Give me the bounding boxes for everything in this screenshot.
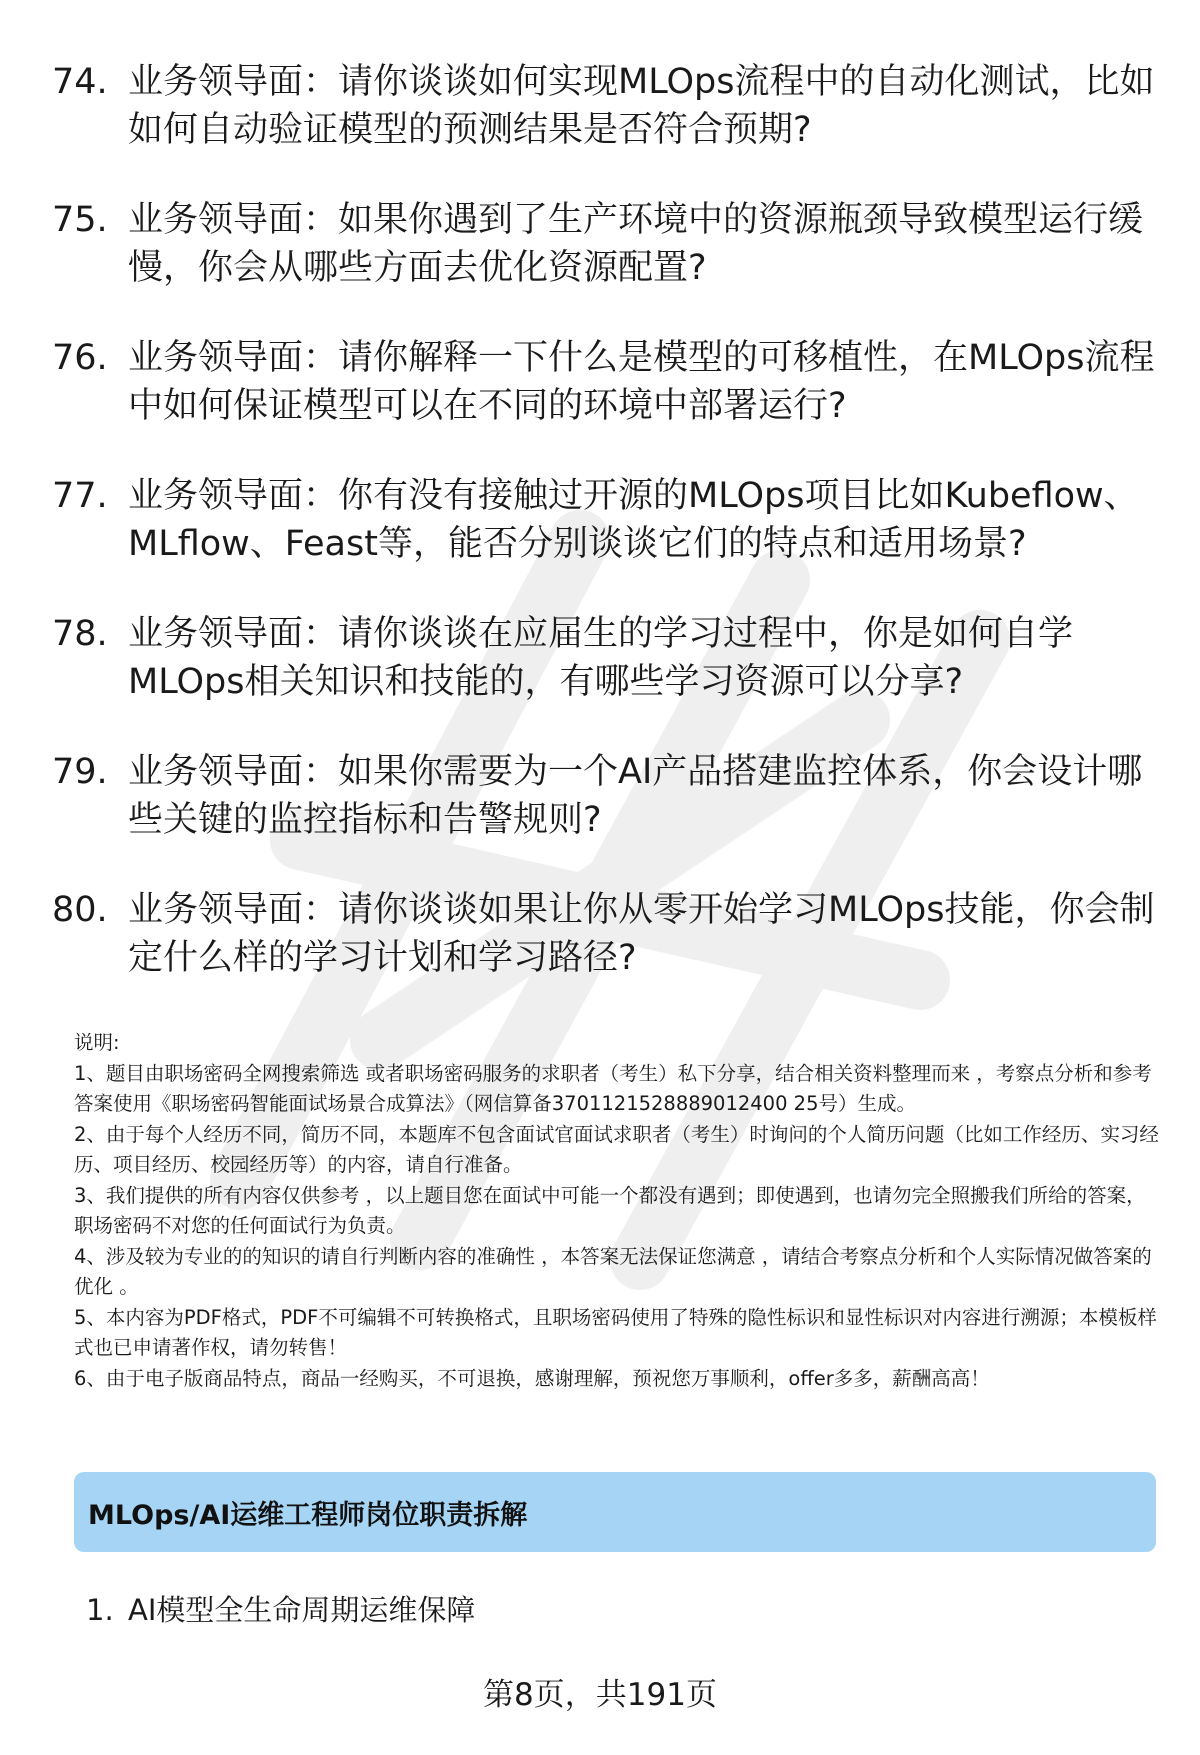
note-item: 5、本内容为PDF格式，PDF不可编辑不可转换格式，且职场密码使用了特殊的隐性标识和显性标识对内容进行溯源；本模板样式也已申请著作权，请勿转售！: [74, 1305, 1157, 1359]
question-number: 75.: [52, 200, 108, 240]
question-item: [52, 610, 1162, 706]
question-number: 76.: [52, 338, 108, 378]
question-list: [52, 58, 1162, 1024]
question-text: 业务领导面：请你谈谈如果让你从零开始学习MLOps技能，你会制定什么样的学习计划和学习路径?: [128, 890, 1155, 978]
question-item: [52, 196, 1162, 292]
question-item: [52, 58, 1162, 154]
question-number: 74.: [52, 62, 108, 102]
question-text: 业务领导面：如果你需要为一个AI产品搭建监控体系，你会设计哪些关键的监控指标和告警规则?: [128, 752, 1143, 840]
notes-heading: 说明:: [74, 1031, 120, 1054]
question-item: [52, 886, 1162, 982]
duty-text: AI模型全生命周期运维保障: [128, 1593, 476, 1627]
question-text: 业务领导面：你有没有接触过开源的MLOps项目比如Kubeflow、MLflow、Feast等，能否分别谈谈它们的特点和适用场景?: [128, 476, 1139, 564]
note-item: 2、由于每个人经历不同，简历不同，本题库不包含面试官面试求职者（考生）时询问的个人简历问题（比如工作经历、实习经历、项目经历、校园经历等）的内容，请自行准备。: [74, 1122, 1159, 1176]
question-number: 80.: [52, 890, 108, 930]
question-text: 业务领导面：请你谈谈如何实现MLOps流程中的自动化测试，比如如何自动验证模型的预测结果是否符合预期?: [128, 62, 1155, 150]
section-header: [74, 1472, 1156, 1552]
question-text: 业务领导面：请你谈谈在应届生的学习过程中，你是如何自学MLOps相关知识和技能的，有哪些学习资源可以分享?: [128, 614, 1074, 702]
question-item: [52, 334, 1162, 430]
question-number: 78.: [52, 614, 108, 654]
notes-block: [74, 1028, 1162, 1394]
question-text: 业务领导面：请你解释一下什么是模型的可移植性，在MLOps流程中如何保证模型可以在不同的环境中部署运行?: [128, 338, 1155, 426]
question-number: 77.: [52, 476, 108, 516]
note-item: 3、我们提供的所有内容仅供参考 ，以上题目您在面试中可能一个都没有遇到；即使遇到，也请勿完全照搬我们所给的答案，职场密码不对您的任何面试行为负责。: [74, 1183, 1146, 1237]
section-title: MLOps/AI运维工程师岗位职责拆解: [88, 1499, 528, 1531]
note-item: 4、涉及较为专业的的知识的请自行判断内容的准确性 ，本答案无法保证您满意 ，请结合考察点分析和个人实际情况做答案的优化 。: [74, 1244, 1152, 1298]
note-item: 6、由于电子版商品特点，商品一经购买，不可退换，感谢理解，预祝您万事顺利，offer多多，薪酬高高！: [74, 1366, 990, 1390]
question-item: [52, 472, 1162, 568]
question-text: 业务领导面：如果你遇到了生产环境中的资源瓶颈导致模型运行缓慢，你会从哪些方面去优化资源配置?: [128, 200, 1144, 288]
question-item: [52, 748, 1162, 844]
duty-list-item: [86, 1590, 475, 1630]
note-item: 1、题目由职场密码全网搜索筛选 或者职场密码服务的求职者（考生）私下分享，结合相关资料整理而来 ，考察点分析和参考答案使用《职场密码智能面试场景合成算法》（网信算备3701121528889012400 25号）生成。: [74, 1061, 1152, 1115]
duty-number: 1.: [86, 1593, 114, 1627]
page-number-footer: 第8页，共191页: [483, 1677, 717, 1713]
question-number: 79.: [52, 752, 108, 792]
